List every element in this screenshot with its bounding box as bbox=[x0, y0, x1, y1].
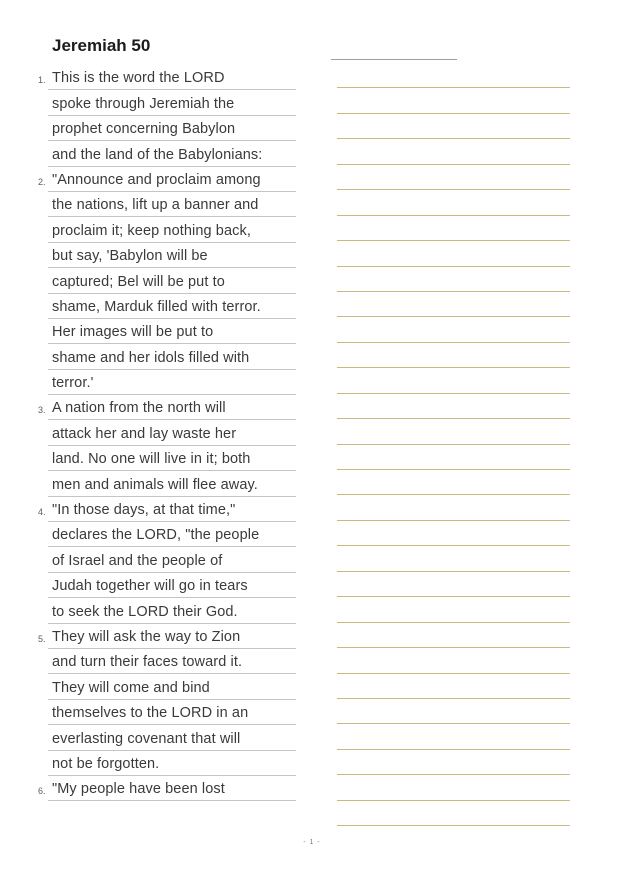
verse-line bbox=[38, 497, 296, 522]
writing-line bbox=[337, 368, 570, 393]
writing-line bbox=[337, 88, 570, 113]
verse-line-text: land. No one will live in it; both bbox=[52, 451, 251, 468]
verse-line bbox=[48, 217, 296, 242]
writing-line bbox=[337, 419, 570, 444]
handwriting-lines-column bbox=[337, 63, 570, 826]
verse-line-text: men and animals will flee away. bbox=[52, 476, 258, 493]
verse-line bbox=[48, 268, 296, 293]
writing-line bbox=[337, 801, 570, 826]
writing-line bbox=[337, 114, 570, 139]
writing-line bbox=[337, 216, 570, 241]
writing-line bbox=[337, 775, 570, 800]
writing-line bbox=[337, 597, 570, 622]
writing-line bbox=[337, 343, 570, 368]
verse-line-text: proclaim it; keep nothing back, bbox=[52, 222, 251, 239]
verse-line bbox=[48, 294, 296, 319]
verse-line bbox=[38, 167, 296, 192]
writing-line bbox=[337, 292, 570, 317]
verse-line bbox=[48, 420, 296, 445]
writing-line bbox=[337, 190, 570, 215]
verse-line-text: They will ask the way to Zion bbox=[52, 628, 241, 645]
verse-line bbox=[48, 674, 296, 699]
writing-line bbox=[337, 470, 570, 495]
verse-line bbox=[48, 547, 296, 572]
verse-line bbox=[48, 573, 296, 598]
writing-line bbox=[337, 699, 570, 724]
verse-line-text: Her images will be put to bbox=[52, 324, 214, 341]
writing-line bbox=[337, 394, 570, 419]
writing-line bbox=[337, 724, 570, 749]
verse-text-column bbox=[38, 65, 296, 801]
writing-line bbox=[337, 750, 570, 775]
verse-line bbox=[48, 471, 296, 496]
verse-number: 3. bbox=[38, 405, 46, 416]
verse-number: 2. bbox=[38, 176, 46, 187]
verse-line bbox=[48, 522, 296, 547]
writing-line bbox=[337, 674, 570, 699]
page-title: Jeremiah 50 bbox=[52, 36, 151, 55]
verse-line-text: but say, 'Babylon will be bbox=[52, 248, 208, 265]
verse-line-text: everlasting covenant that will bbox=[52, 730, 241, 747]
writing-line bbox=[337, 63, 570, 88]
verse-line-text: to seek the LORD their God. bbox=[52, 603, 238, 620]
verse-line bbox=[48, 90, 296, 115]
writing-line bbox=[337, 648, 570, 673]
verse-line-text: the nations, lift up a banner and bbox=[52, 197, 259, 214]
verse-line-text: A nation from the north will bbox=[52, 400, 226, 417]
writing-line bbox=[337, 445, 570, 470]
verse-line bbox=[48, 116, 296, 141]
writing-line bbox=[337, 623, 570, 648]
verse-line-text: Judah together will go in tears bbox=[52, 578, 248, 595]
writing-line bbox=[337, 521, 570, 546]
verse-number: 4. bbox=[38, 507, 46, 518]
verse-number: 1. bbox=[38, 75, 46, 86]
verse-line-text: not be forgotten. bbox=[52, 755, 160, 772]
verse-line-text: "Announce and proclaim among bbox=[52, 171, 261, 188]
verse-line bbox=[48, 319, 296, 344]
verse-line-text: terror.' bbox=[52, 375, 94, 392]
writing-line bbox=[337, 165, 570, 190]
verse-line bbox=[48, 700, 296, 725]
verse-line-text: "My people have been lost bbox=[52, 781, 225, 798]
verse-line bbox=[38, 776, 296, 801]
page-number-marker: - 1 - bbox=[303, 839, 321, 846]
verse-line bbox=[38, 65, 296, 90]
verse-line bbox=[48, 243, 296, 268]
verse-line bbox=[48, 598, 296, 623]
name-line bbox=[331, 39, 457, 60]
verse-line bbox=[48, 192, 296, 217]
verse-line bbox=[48, 446, 296, 471]
verse-line-text: "In those days, at that time," bbox=[52, 502, 236, 519]
writing-line bbox=[337, 139, 570, 164]
verse-line bbox=[48, 370, 296, 395]
writing-line bbox=[337, 495, 570, 520]
verse-line-text: and the land of the Babylonians: bbox=[52, 146, 263, 163]
verse-line-text: shame and her idols filled with bbox=[52, 349, 250, 366]
writing-line bbox=[337, 267, 570, 292]
verse-line bbox=[48, 725, 296, 750]
verse-line-text: themselves to the LORD in an bbox=[52, 705, 249, 722]
verse-line-text: spoke through Jeremiah the bbox=[52, 95, 235, 112]
verse-line bbox=[38, 395, 296, 420]
verse-number: 6. bbox=[38, 786, 46, 797]
verse-line-text: declares the LORD, "the people bbox=[52, 527, 260, 544]
verse-line bbox=[48, 649, 296, 674]
verse-line-text: shame, Marduk filled with terror. bbox=[52, 298, 261, 315]
writing-line bbox=[337, 546, 570, 571]
verse-line-text: They will come and bind bbox=[52, 679, 210, 696]
writing-line bbox=[337, 572, 570, 597]
verse-line-text: prophet concerning Babylon bbox=[52, 121, 236, 138]
writing-line bbox=[337, 241, 570, 266]
verse-line bbox=[48, 141, 296, 166]
verse-line-text: This is the word the LORD bbox=[52, 70, 225, 87]
verse-line bbox=[48, 751, 296, 776]
writing-line bbox=[337, 317, 570, 342]
verse-line-text: captured; Bel will be put to bbox=[52, 273, 225, 290]
verse-line-text: of Israel and the people of bbox=[52, 552, 223, 569]
verse-number: 5. bbox=[38, 633, 46, 644]
verse-line bbox=[48, 344, 296, 369]
verse-line bbox=[38, 624, 296, 649]
verse-line-text: attack her and lay waste her bbox=[52, 425, 237, 442]
verse-line-text: and turn their faces toward it. bbox=[52, 654, 243, 671]
